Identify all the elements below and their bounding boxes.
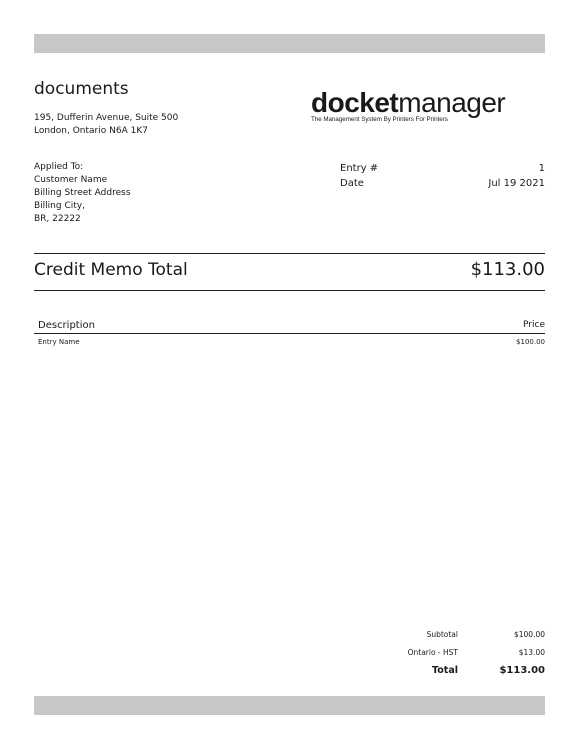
logo-tagline: The Management System By Printers For Printers (311, 116, 448, 123)
billing-region: BR, 22222 (34, 214, 81, 224)
header-band (34, 34, 545, 53)
line-item-price: $100.00 (516, 338, 545, 346)
entry-value: 1 (538, 163, 545, 174)
tax-value: $13.00 (518, 648, 545, 657)
logo-wordmark (311, 87, 531, 118)
billing-city: Billing City, (34, 201, 85, 211)
logo-word-light: manager (398, 87, 506, 118)
entry-label: Entry # (340, 163, 379, 174)
table-header-rule (34, 333, 545, 334)
meta-values (488, 161, 545, 191)
logo-word-bold: docket (311, 87, 399, 118)
total-label: Total (432, 665, 458, 676)
footer-band (34, 696, 545, 715)
memo-amount: $113.00 (470, 259, 545, 280)
company-name: documents (34, 79, 129, 99)
tax-label: Ontario - HST (407, 648, 458, 657)
address-line-1: 195, Dufferin Avenue, Suite 500 (34, 113, 179, 123)
meta-labels (340, 161, 378, 191)
billing-name: Customer Name (34, 175, 108, 185)
date-label: Date (340, 178, 364, 189)
billing-heading: Applied To: (34, 162, 84, 172)
memo-title: Credit Memo Total (34, 260, 188, 280)
total-value: $113.00 (499, 665, 545, 676)
billing-street: Billing Street Address (34, 188, 131, 198)
address-line-2: London, Ontario N6A 1K7 (34, 126, 148, 136)
date-value: Jul 19 2021 (488, 178, 545, 189)
divider (34, 253, 545, 254)
billing-block (34, 161, 131, 226)
divider (34, 290, 545, 291)
line-item-description: Entry Name (38, 338, 80, 346)
subtotal-label: Subtotal (426, 630, 458, 639)
docketmanager-logo (311, 87, 531, 123)
company-address (34, 112, 178, 138)
subtotal-value: $100.00 (513, 630, 545, 639)
column-header-description: Description (38, 320, 95, 331)
column-header-price: Price (523, 320, 545, 330)
